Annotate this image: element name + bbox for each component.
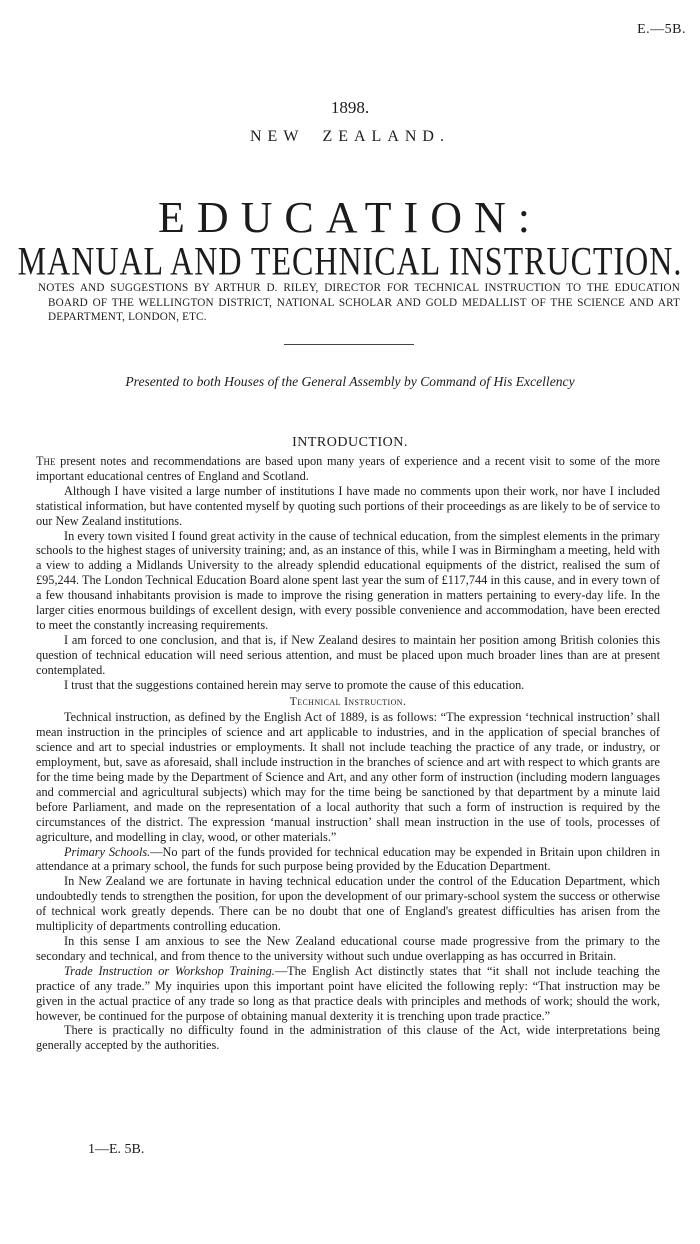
intro-paragraph-5: I trust that the suggestions contained herein may serve to promote the cause of this education. [64, 677, 525, 692]
body-text [36, 454, 660, 1053]
signature-mark: 1—E. 5B. [88, 1142, 145, 1157]
technical-paragraph-2 [36, 845, 660, 875]
country-word-1: NEW [250, 128, 305, 145]
intro-lead-word: The [36, 454, 56, 468]
primary-schools-label: Primary Schools. [64, 844, 151, 859]
intro-paragraph-1-text: present notes and recommendations are based upon many years of experience and a recent visit to some of the more important educational centres of England and Scotland. [36, 454, 661, 483]
technical-paragraph-2-text: —No part of the funds provided for technical education may be expended in Britain upon children in attendance at a primary school, the funds for such purpose being provided by the Education Department. [36, 844, 660, 874]
country-heading [0, 128, 700, 146]
sub-title: MANUAL AND TECHNICAL INSTRUCTION. [17, 238, 683, 283]
document-reference: E.—5B. [637, 22, 686, 37]
year: 1898. [330, 98, 370, 117]
technical-paragraph-3: In New Zealand we are fortunate in having technical education under the control of the Education Department, which undoubtedly tends to strengthen the position, for upon the development of our primary-school system the success or otherwise of technical work greatly depends. There can be no doubt that one of England's greatest difficulties has arisen from the multiplicity of departments controlling education. [36, 874, 660, 934]
divider-rule [284, 344, 414, 345]
presented-line: Presented to both Houses of the General Assembly by Command of His Excellency [125, 374, 575, 389]
intro-paragraph-3: In every town visited I found great activity in the cause of technical education, from the simplest elements in the primary schools to the highest stages of university training; and, as an instance of this, while I was in Birmingham a meeting, held with a view to adding a Midlands University to the already splendid educational equipments of the district, realised the sum of £95,244. The London Technical Education Board alone spent last year the sum of £117,744 in this cause, and in every town of a few thousand inhabitants provision is made to improve the rising generation in matters pertaining to every-day life. In the larger cities enormous buildings of excellent design, with every possible convenience and accommodation, have been erected to meet the constantly increasing requirements. [36, 528, 660, 632]
technical-paragraph-1: Technical instruction, as defined by the English Act of 1889, is as follows: “The expression ‘technical instruction’ shall mean instruction in the principles of science and art applicable to industries, and in the application of special branches of science and art to special industries or employments. It shall not include teaching the practice of any trade, or industry, or employment, but, save as aforesaid, shall include instruction in the branches of science and art with respect to which grants are for the time being made by the Department of Science and Art, and any other form of instruction (including modern languages and commercial and agricultural subjects) which may for the time being be sanctioned by that department by a minute laid before Parliament, and made on the representation of a local authority that such a form of instruction is required by the circumstances of the district. The expression ‘manual instruction’ shall mean instruction in the use of tools, processes of agriculture, and modelling in clay, wood, or other materials.” [36, 710, 660, 844]
technical-paragraph-6: There is practically no difficulty found in the administration of this clause of the Act, wide interpretations being generally accepted by the authorities. [36, 1023, 660, 1053]
intro-paragraph-2: Although I have visited a large number of institutions I have made no comments upon their work, nor have I included statistical information, but have contented myself by quoting such portions of their proceedings as are likely to be of service to our New Zealand institutions. [36, 483, 660, 528]
intro-paragraph-1 [36, 454, 660, 484]
country-word-2: ZEALAND. [322, 128, 450, 145]
technical-paragraph-4: In this sense I am anxious to see the New Zealand educational course made progressive from the primary to the secondary and technical, and from thence to the university without such undue overlapping as has occurred in Britain. [36, 934, 660, 963]
main-title: EDUCATION: [158, 193, 542, 242]
technical-paragraph-5 [36, 964, 660, 1024]
technical-paragraph-5-text: —The English Act distinctly states that “it shall not include teaching the practice of any trade.” My inquiries upon this important point have elicited the following reply: “That instruction may be given in the actual practice of any trade so long as that practice deals with principles and methods of work; should the work, however, be continued for the purpose of obtaining manual dexterity it is trenching upon trade practice.” [36, 963, 660, 1023]
trade-instruction-label: Trade Instruction or Workshop Training. [64, 963, 275, 978]
author-notes: NOTES AND SUGGESTIONS BY ARTHUR D. RILEY, DIRECTOR FOR TECHNICAL INSTRUCTION TO THE EDUCATION BOARD OF THE WELLINGTON DISTRICT, NATIONAL SCHOLAR AND GOLD MEDALLIST OF THE SCIENCE AND ART DEPARTMENT, LONDON, ETC. [38, 282, 680, 323]
introduction-heading: INTRODUCTION. [292, 435, 408, 450]
technical-instruction-heading: Technical Instruction. [289, 695, 407, 708]
intro-paragraph-4: I am forced to one conclusion, and that is, if New Zealand desires to maintain her position among British colonies this question of technical education will need serious attention, and must be placed upon much broader lines than are at present contemplated. [36, 632, 660, 677]
